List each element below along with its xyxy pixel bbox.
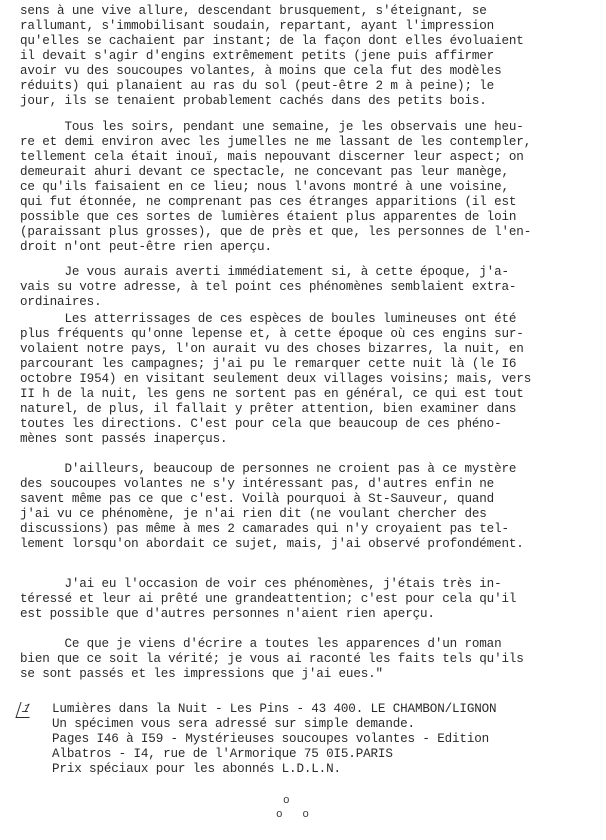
footnote-marker (18, 702, 32, 718)
body-line: discussions) pas même à mes 2 camarades qui n'y croyaient pas tel- (20, 522, 509, 536)
body-line: jour, ils se tenaient probablement cachés dans des petits bois. (20, 94, 487, 108)
body-line: octobre I954) en visitant seulement deux villages voisins; mais, vers (20, 372, 532, 386)
body-line: réduits) qui planaient au ras du sol (peut-être 2 m à peine); le (20, 79, 495, 93)
body-line: mènes sont passés inaperçus. (20, 432, 228, 446)
body-line: naturel, de plus, il fallait y prêter attention, bien examiner dans (20, 402, 517, 416)
body-line: possible que ces sortes de lumières étaient plus apparentes de loin (20, 210, 517, 224)
body-line: (paraissant plus grosses), que de près et que, les personnes de l'en- (20, 225, 532, 239)
body-line: parcourant les campagnes; j'ai pu le remarquer cette nuit là (le I6 (20, 357, 517, 371)
body-line: J'ai eu l'occasion de voir ces phénomènes, j'étais très in- (20, 577, 502, 591)
body-line: ce qu'ils faisaient en ce lieu; nous l'avons montré à une voisine, (20, 180, 509, 194)
body-line: demeurait ahuri devant ce spectacle, ne concevant pas leur manège, (20, 165, 509, 179)
footnote-line: Un spécimen vous sera adressé sur simple demande. (52, 717, 415, 731)
body-line: plus fréquents qu'onne lepense et, à cette époque où ces engins sur- (20, 327, 524, 341)
body-line: sens à une vive allure, descendant brusquement, s'éteignant, se (20, 4, 487, 18)
body-line: bien que ce soit la vérité; je vous ai raconté les faits tels qu'ils (20, 652, 524, 666)
body-line: il devait s'agir d'engins extrêmement petits (jene puis affirmer (20, 49, 495, 63)
body-line: qu'elles se cachaient par instant; de la façon dont elles évoluaient (20, 34, 524, 48)
body-line: qui fut étonnée, ne comprenant pas ces étranges apparitions (il est (20, 195, 517, 209)
body-line: lement lorsqu'on abordait ce sujet, mais, j'ai observé profondément. (20, 537, 524, 551)
footnote-line: Pages I46 à I59 - Mystérieuses soucoupes volantes - Edition (52, 732, 490, 746)
body-line: rallumant, s'immobilisant soudain, repartant, ayant l'impression (20, 19, 495, 33)
body-line: est possible que d'autres personnes n'aient rien aperçu. (20, 607, 435, 621)
body-line: j'ai vu ce phénomène, je n'ai rien dit (ne voulant chercher des (20, 507, 487, 521)
body-line: ordinaires. (20, 295, 102, 309)
body-line: vais su votre adresse, à tel point ces phénomènes semblaient extra- (20, 280, 517, 294)
footnote-line: Albatros - I4, rue de l'Armorique 75 0I5.PARIS (52, 747, 393, 761)
body-line: II h de la nuit, les gens ne sortent pas en général, ce qui est tout (20, 387, 524, 401)
body-line: Les atterrissages de ces espèces de boules lumineuses ont été (20, 312, 517, 326)
body-line: Ce que je viens d'écrire a toutes les apparences d'un roman (20, 637, 502, 651)
body-line: droit n'ont peut-être rien aperçu. (20, 240, 272, 254)
ornament-bottom: o o (276, 809, 310, 821)
body-line: Tous les soirs, pendant une semaine, je les observais une heu- (20, 120, 524, 134)
body-line: se sont passés et les impressions que j'ai eues." (20, 667, 383, 681)
body-line: téressé et leur ai prêté une grandeattention; c'est pour cela qu'il (20, 592, 517, 606)
body-line: tellement cela était inouï, mais nepouvant discerner leur aspect; on (20, 150, 524, 164)
ornament-top: o (283, 795, 290, 807)
footnote-line: Lumières dans la Nuit - Les Pins - 43 400. LE CHAMBON/LIGNON (52, 702, 497, 716)
body-line: avoir vu des soucoupes volantes, à moins que cela fut des modèles (20, 64, 502, 78)
footnote-marker-number: 1 (15, 702, 34, 718)
body-line: des soucoupes volantes ne s'y intéressant pas, d'autres enfin ne (20, 477, 495, 491)
body-line: volaient notre pays, l'on aurait vu des choses bizarres, la nuit, en (20, 342, 524, 356)
footnote-line: Prix spéciaux pour les abonnés L.D.L.N. (52, 762, 341, 776)
body-line: savent même pas ce que c'est. Voilà pourquoi à St-Sauveur, quand (20, 492, 495, 506)
body-line: D'ailleurs, beaucoup de personnes ne croient pas à ce mystère (20, 462, 517, 476)
body-line: re et demi environ avec les jumelles ne me lassant de les contempler, (20, 135, 532, 149)
body-line: toutes les directions. C'est pour cela que beaucoup de ces phéno- (20, 417, 502, 431)
body-line: Je vous aurais averti immédiatement si, à cette époque, j'a- (20, 265, 509, 279)
